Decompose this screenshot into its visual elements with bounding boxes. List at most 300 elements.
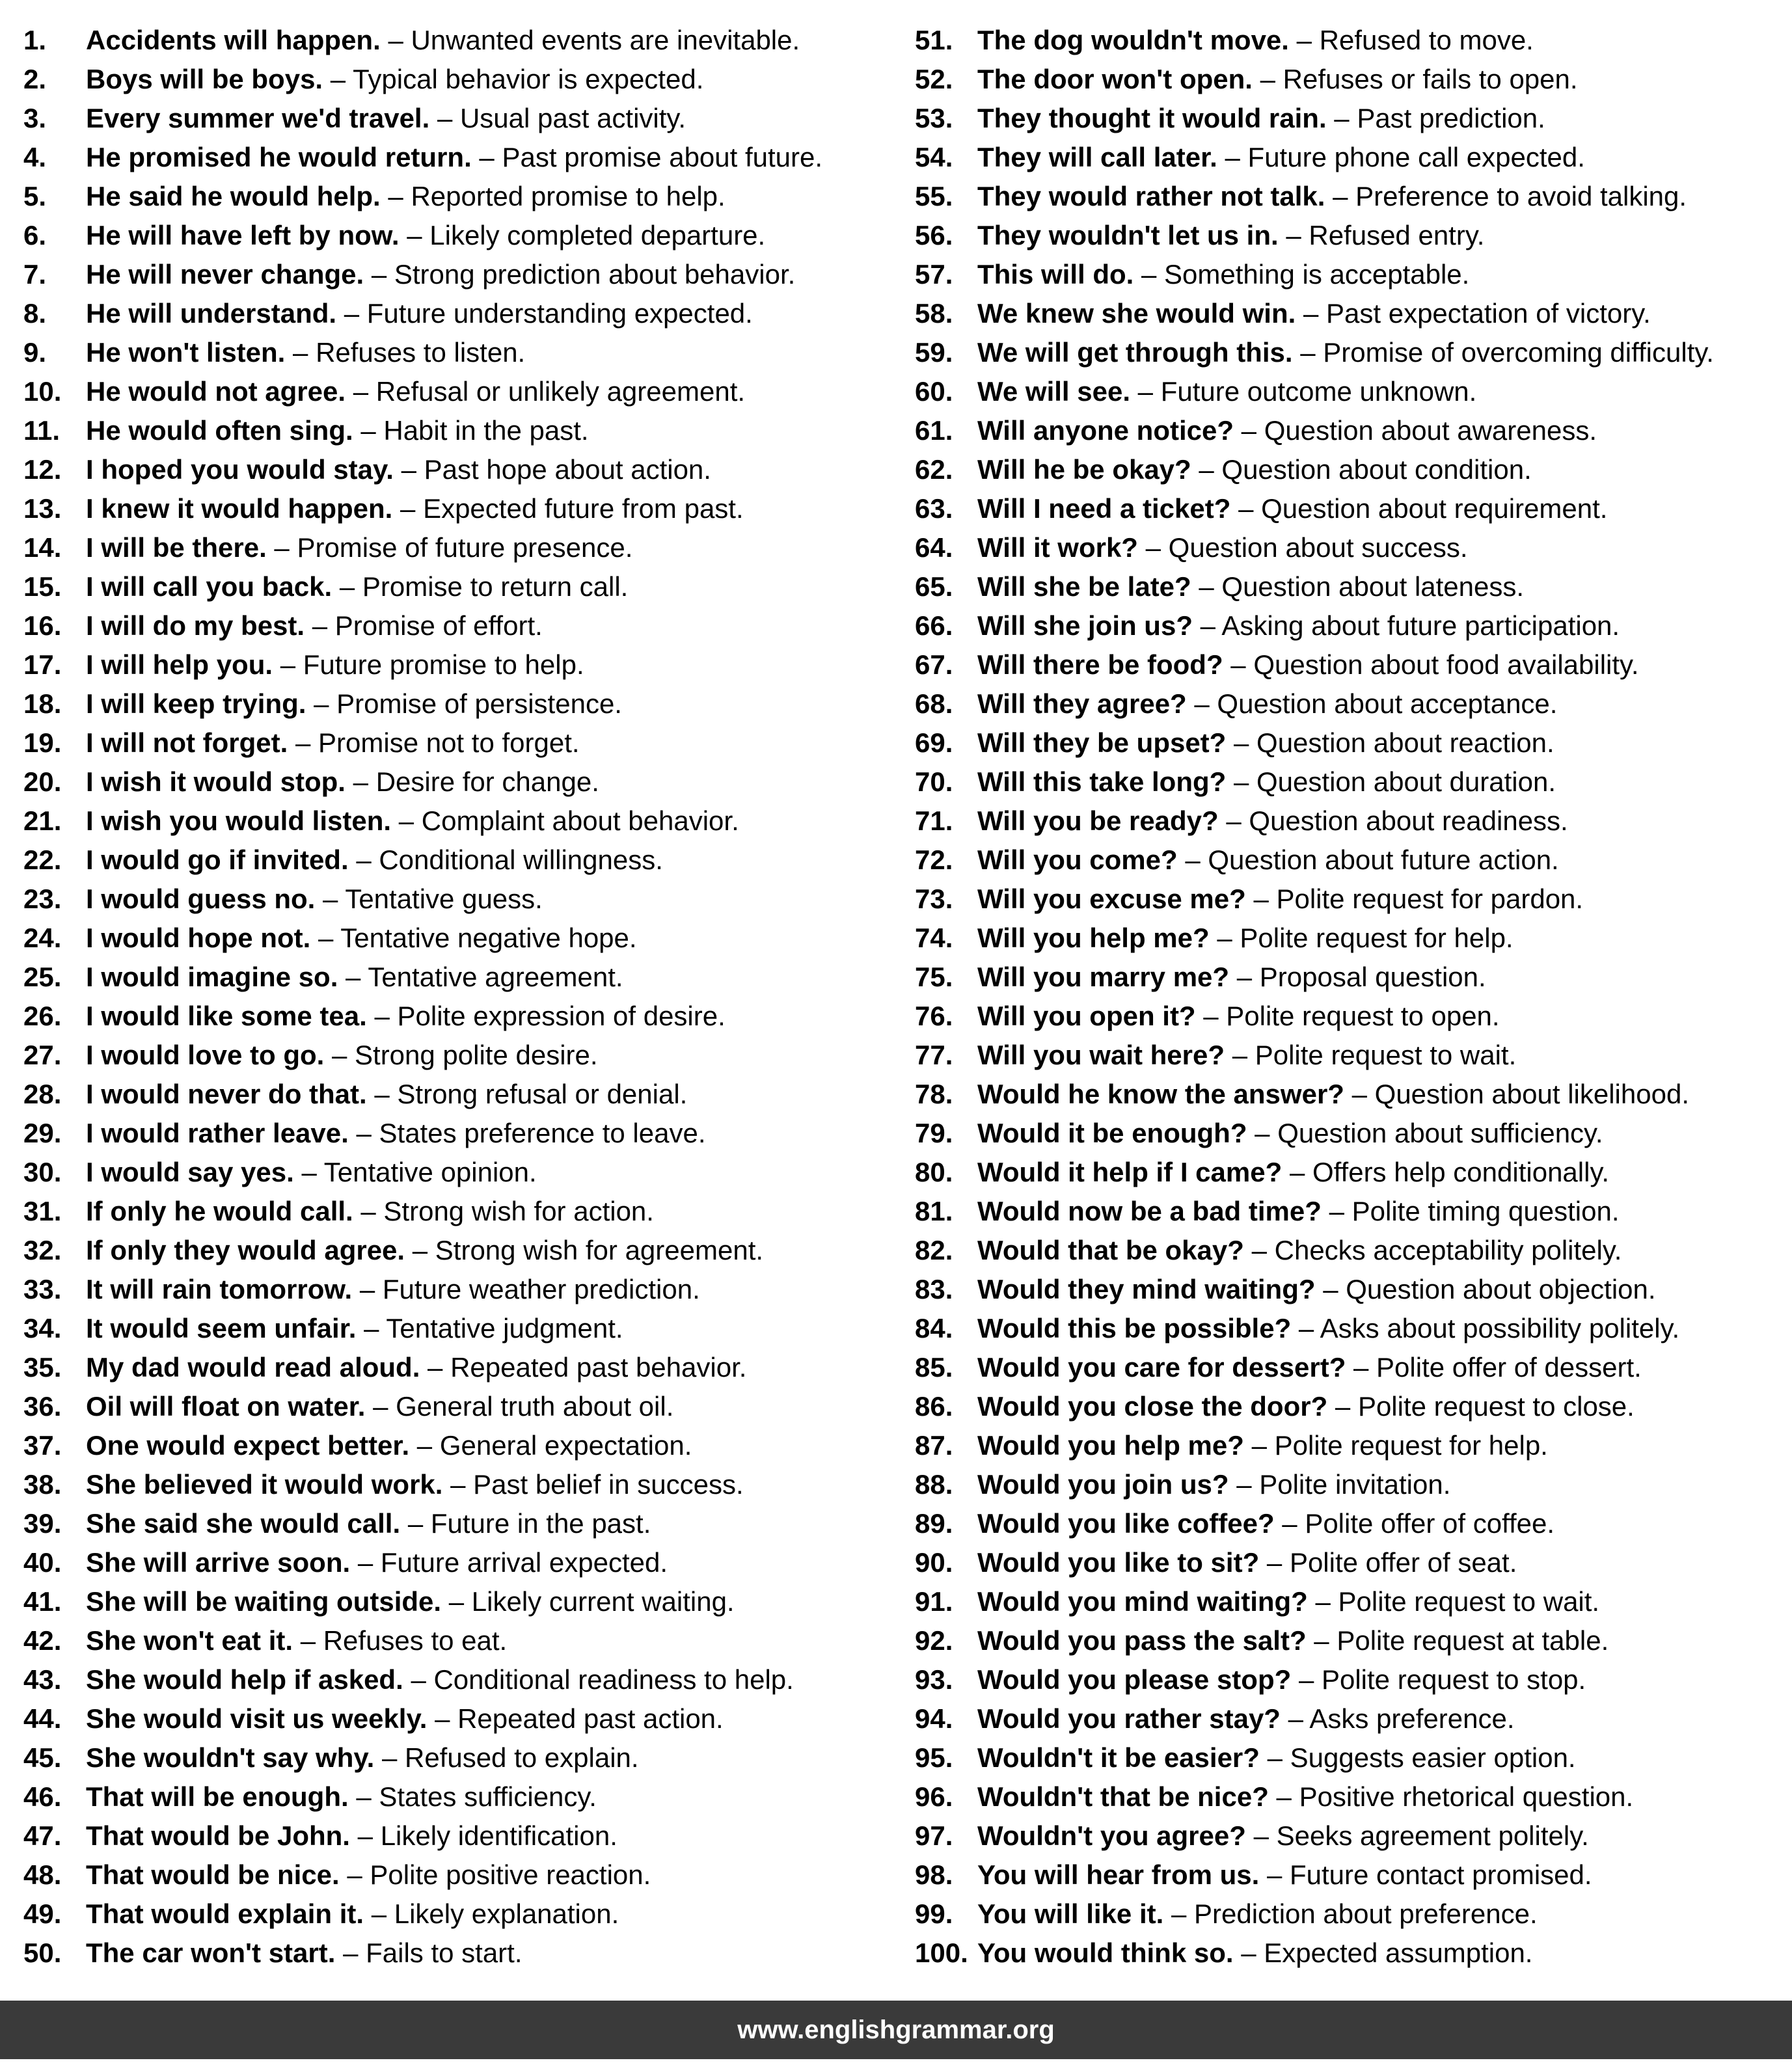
list-item — [23, 802, 889, 841]
item-meaning: Checks acceptability politely. — [1274, 1235, 1622, 1265]
item-meaning: Question about reaction. — [1256, 727, 1554, 758]
item-phrase: It will rain tomorrow. — [86, 1274, 353, 1304]
item-meaning: Proposal question. — [1259, 962, 1486, 992]
item-separator: – — [437, 103, 453, 133]
item-phrase: I will keep trying. — [86, 688, 306, 719]
item-separator: – — [401, 454, 416, 485]
item-number: 75. — [915, 962, 953, 992]
item-number: 20. — [23, 766, 62, 797]
item-meaning: Future arrival expected. — [380, 1547, 668, 1578]
list-item — [915, 411, 1787, 450]
item-number: 96. — [915, 1781, 953, 1812]
item-separator: – — [416, 1430, 433, 1461]
list-item — [915, 1270, 1787, 1309]
item-meaning: Habit in the past. — [383, 415, 589, 446]
item-meaning: Polite request at table. — [1337, 1625, 1609, 1656]
item-number: 83. — [915, 1274, 953, 1304]
item-separator: – — [407, 1508, 424, 1539]
item-phrase: Will you help me? — [977, 923, 1210, 953]
item-separator: – — [1253, 884, 1269, 914]
item-separator: – — [1236, 1469, 1252, 1500]
list-item — [23, 60, 889, 99]
list-item — [23, 1895, 889, 1934]
item-phrase: The car won't start. — [86, 1937, 336, 1968]
item-meaning: Question about future action. — [1208, 844, 1559, 875]
list-item — [915, 880, 1787, 919]
list-item — [23, 723, 889, 763]
item-meaning: Polite offer of dessert. — [1376, 1352, 1642, 1383]
list-item — [23, 372, 889, 411]
list-item — [23, 489, 889, 528]
item-phrase: He would not agree. — [86, 376, 346, 407]
list-item — [915, 255, 1787, 294]
item-phrase: Will you wait here? — [977, 1040, 1225, 1070]
item-separator: – — [1233, 766, 1249, 797]
item-meaning: Future promise to help. — [303, 649, 584, 680]
item-phrase: Will she be late? — [977, 571, 1191, 602]
item-separator: – — [312, 610, 328, 641]
item-separator: – — [374, 1001, 390, 1031]
list-item — [915, 1465, 1787, 1504]
item-meaning: Polite offer of coffee. — [1305, 1508, 1555, 1539]
item-number: 2. — [23, 64, 47, 94]
list-item — [23, 1270, 889, 1309]
item-number: 98. — [915, 1859, 953, 1890]
item-number: 89. — [915, 1508, 953, 1539]
item-meaning: Desire for change. — [375, 766, 599, 797]
list-item — [23, 1621, 889, 1660]
item-number: 16. — [23, 610, 62, 641]
item-phrase: She will arrive soon. — [86, 1547, 351, 1578]
item-phrase: Would now be a bad time? — [977, 1196, 1322, 1226]
item-separator: – — [331, 1040, 347, 1070]
item-number: 49. — [23, 1898, 62, 1929]
item-number: 94. — [915, 1703, 953, 1734]
list-item — [23, 1075, 889, 1114]
item-number: 13. — [23, 493, 62, 524]
list-item — [915, 958, 1787, 997]
item-phrase: If only they would agree. — [86, 1235, 405, 1265]
item-meaning: Question about food availability. — [1253, 649, 1639, 680]
list-item — [915, 1231, 1787, 1270]
list-item — [915, 1192, 1787, 1231]
item-phrase: Would that be okay? — [977, 1235, 1244, 1265]
item-phrase: One would expect better. — [86, 1430, 410, 1461]
item-number: 7. — [23, 259, 47, 290]
item-meaning: Polite positive reaction. — [370, 1859, 651, 1890]
item-phrase: Would you join us? — [977, 1469, 1229, 1500]
list-item — [23, 1699, 889, 1738]
list-item — [915, 1036, 1787, 1075]
item-number: 48. — [23, 1859, 62, 1890]
item-phrase: Will she join us? — [977, 610, 1193, 641]
item-separator: – — [1230, 649, 1246, 680]
item-separator: – — [1351, 1079, 1367, 1109]
item-separator: – — [318, 923, 334, 953]
item-separator: – — [1200, 610, 1216, 641]
item-separator: – — [360, 1196, 376, 1226]
left-column — [23, 21, 889, 1973]
item-phrase: He will have left by now. — [86, 220, 400, 250]
list-item — [23, 1934, 889, 1973]
item-phrase: She would help if asked. — [86, 1664, 403, 1695]
item-separator: – — [1288, 1703, 1303, 1734]
item-separator: – — [1171, 1898, 1187, 1929]
list-item — [23, 1465, 889, 1504]
item-separator: – — [359, 1274, 375, 1304]
item-separator: – — [357, 1547, 373, 1578]
item-phrase: I will help you. — [86, 649, 273, 680]
item-number: 60. — [915, 376, 953, 407]
item-number: 80. — [915, 1157, 953, 1187]
item-separator: – — [1241, 1937, 1256, 1968]
item-separator: – — [1253, 1820, 1269, 1851]
item-number: 5. — [23, 181, 47, 211]
item-number: 42. — [23, 1625, 62, 1656]
item-number: 28. — [23, 1079, 62, 1109]
item-number: 50. — [23, 1937, 62, 1968]
item-phrase: They thought it would rain. — [977, 103, 1327, 133]
item-meaning: Fails to start. — [366, 1937, 523, 1968]
item-meaning: Past hope about action. — [424, 454, 711, 485]
list-item — [915, 21, 1787, 60]
item-meaning: Preference to avoid talking. — [1355, 181, 1687, 211]
list-item — [915, 489, 1787, 528]
item-meaning: Polite request to open. — [1226, 1001, 1500, 1031]
item-meaning: Unwanted events are inevitable. — [411, 25, 800, 55]
item-number: 23. — [23, 884, 62, 914]
item-number: 24. — [23, 923, 62, 953]
item-meaning: Asks preference. — [1309, 1703, 1515, 1734]
item-number: 6. — [23, 220, 47, 250]
item-phrase: I would rather leave. — [86, 1118, 349, 1148]
item-phrase: Accidents will happen. — [86, 25, 381, 55]
item-number: 88. — [915, 1469, 953, 1500]
item-phrase: Oil will float on water. — [86, 1391, 366, 1422]
list-item — [915, 138, 1787, 177]
item-number: 69. — [915, 727, 953, 758]
item-meaning: Usual past activity. — [459, 103, 686, 133]
list-item — [23, 1036, 889, 1075]
item-phrase: I hoped you would stay. — [86, 454, 394, 485]
item-meaning: Prediction about preference. — [1193, 1898, 1538, 1929]
item-separator: – — [356, 844, 372, 875]
item-separator: – — [1241, 415, 1257, 446]
list-item — [23, 606, 889, 645]
item-phrase: She believed it would work. — [86, 1469, 443, 1500]
item-number: 18. — [23, 688, 62, 719]
item-meaning: Expected assumption. — [1264, 1937, 1533, 1968]
item-phrase: Wouldn't it be easier? — [977, 1742, 1260, 1773]
item-separator: – — [1203, 1001, 1219, 1031]
item-meaning: Likely current waiting. — [471, 1586, 735, 1617]
item-meaning: Typical behavior is expected. — [353, 64, 704, 94]
item-meaning: Question about success. — [1168, 532, 1468, 563]
item-number: 87. — [915, 1430, 953, 1461]
item-phrase: That will be enough. — [86, 1781, 349, 1812]
item-phrase: The dog wouldn't move. — [977, 25, 1289, 55]
item-separator: – — [428, 1352, 443, 1383]
item-meaning: Polite request to stop. — [1321, 1664, 1586, 1695]
item-separator: – — [293, 337, 308, 368]
item-phrase: That would be John. — [86, 1820, 350, 1851]
item-separator: – — [1267, 1742, 1283, 1773]
list-item — [915, 1738, 1787, 1777]
item-meaning: Question about objection. — [1346, 1274, 1656, 1304]
list-item — [915, 450, 1787, 489]
item-phrase: Would this be possible? — [977, 1313, 1292, 1343]
item-phrase: Would you rather stay? — [977, 1703, 1281, 1734]
item-number: 55. — [915, 181, 953, 211]
list-item — [915, 1387, 1787, 1426]
item-meaning: Future outcome unknown. — [1160, 376, 1477, 407]
list-item — [23, 99, 889, 138]
item-separator: – — [388, 25, 403, 55]
item-meaning: Polite expression of desire. — [397, 1001, 726, 1031]
list-item — [915, 1309, 1787, 1348]
item-number: 67. — [915, 649, 953, 680]
item-meaning: Tentative negative hope. — [340, 923, 637, 953]
item-number: 59. — [915, 337, 953, 368]
item-meaning: Tentative guess. — [345, 884, 543, 914]
item-separator: – — [450, 1469, 466, 1500]
item-separator: – — [1329, 1196, 1344, 1226]
item-number: 47. — [23, 1820, 62, 1851]
item-phrase: He will understand. — [86, 298, 337, 329]
item-phrase: I would hope not. — [86, 923, 311, 953]
item-meaning: Reported promise to help. — [411, 181, 726, 211]
item-phrase: Would they mind waiting? — [977, 1274, 1316, 1304]
item-meaning: Question about awareness. — [1264, 415, 1597, 446]
list-item — [23, 1348, 889, 1387]
item-separator: – — [448, 1586, 465, 1617]
item-number: 53. — [915, 103, 953, 133]
item-number: 31. — [23, 1196, 62, 1226]
item-phrase: That would explain it. — [86, 1898, 364, 1929]
item-phrase: The door won't open. — [977, 64, 1253, 94]
list-item — [23, 919, 889, 958]
item-phrase: Every summer we'd travel. — [86, 103, 430, 133]
item-separator: – — [295, 727, 311, 758]
item-separator: – — [280, 649, 296, 680]
item-meaning: Past promise about future. — [502, 142, 823, 172]
list-item — [23, 1387, 889, 1426]
item-meaning: Refused entry. — [1309, 220, 1485, 250]
item-separator: – — [1141, 259, 1157, 290]
list-item — [915, 1582, 1787, 1621]
item-phrase: We will get through this. — [977, 337, 1293, 368]
item-number: 15. — [23, 571, 62, 602]
item-phrase: If only he would call. — [86, 1196, 353, 1226]
item-meaning: Likely explanation. — [394, 1898, 619, 1929]
item-phrase: Will anyone notice? — [977, 415, 1234, 446]
item-phrase: I wish you would listen. — [86, 805, 392, 836]
item-meaning: Complaint about behavior. — [421, 805, 739, 836]
list-item — [23, 1856, 889, 1895]
item-meaning: Something is acceptable. — [1164, 259, 1470, 290]
item-phrase: He said he would help. — [86, 181, 381, 211]
item-number: 9. — [23, 337, 47, 368]
item-separator: – — [1282, 1508, 1297, 1539]
item-number: 22. — [23, 844, 62, 875]
item-meaning: Polite invitation. — [1259, 1469, 1451, 1500]
item-meaning: Future phone call expected. — [1247, 142, 1585, 172]
item-number: 29. — [23, 1118, 62, 1148]
list-item — [915, 919, 1787, 958]
item-phrase: He won't listen. — [86, 337, 286, 368]
item-separator: – — [1298, 1664, 1314, 1695]
item-phrase: I knew it would happen. — [86, 493, 393, 524]
list-item — [915, 1504, 1787, 1543]
item-meaning: Refuses to listen. — [316, 337, 526, 368]
item-number: 37. — [23, 1430, 62, 1461]
item-phrase: Will you open it? — [977, 1001, 1196, 1031]
item-number: 73. — [915, 884, 953, 914]
item-phrase: That would be nice. — [86, 1859, 340, 1890]
list-item — [23, 1309, 889, 1348]
item-phrase: Boys will be boys. — [86, 64, 323, 94]
item-phrase: She would visit us weekly. — [86, 1703, 428, 1734]
item-number: 92. — [915, 1625, 953, 1656]
phrase-list — [0, 21, 1792, 1979]
item-number: 66. — [915, 610, 953, 641]
item-meaning: Promise to return call. — [362, 571, 629, 602]
item-meaning: States preference to leave. — [379, 1118, 706, 1148]
item-phrase: I will not forget. — [86, 727, 288, 758]
list-item — [23, 528, 889, 567]
item-number: 34. — [23, 1313, 62, 1343]
item-separator: – — [1199, 454, 1214, 485]
item-separator: – — [1353, 1352, 1369, 1383]
item-number: 99. — [915, 1898, 953, 1929]
item-number: 43. — [23, 1664, 62, 1695]
item-separator: – — [1217, 923, 1232, 953]
item-number: 1. — [23, 25, 47, 55]
item-separator: – — [1255, 1118, 1270, 1148]
list-item — [23, 1777, 889, 1816]
item-separator: – — [346, 962, 361, 992]
list-item — [23, 1543, 889, 1582]
item-number: 82. — [915, 1235, 953, 1265]
item-meaning: Question about condition. — [1221, 454, 1532, 485]
list-item — [23, 958, 889, 997]
item-phrase: Would it help if I came? — [977, 1157, 1283, 1187]
list-item — [23, 138, 889, 177]
item-meaning: Asks about possibility politely. — [1320, 1313, 1680, 1343]
item-separator: – — [1303, 298, 1319, 329]
item-separator: – — [1260, 64, 1275, 94]
item-number: 74. — [915, 923, 953, 953]
item-number: 33. — [23, 1274, 62, 1304]
item-separator: – — [1185, 844, 1201, 875]
item-separator: – — [1238, 493, 1254, 524]
item-phrase: They wouldn't let us in. — [977, 220, 1279, 250]
list-item — [915, 645, 1787, 684]
list-item — [915, 1114, 1787, 1153]
item-separator: – — [353, 376, 369, 407]
item-phrase: Will you be ready? — [977, 805, 1219, 836]
item-number: 26. — [23, 1001, 62, 1031]
item-separator: – — [1145, 532, 1161, 563]
item-meaning: Future understanding expected. — [366, 298, 753, 329]
item-number: 81. — [915, 1196, 953, 1226]
item-number: 52. — [915, 64, 953, 94]
item-meaning: Past prediction. — [1357, 103, 1545, 133]
list-item — [915, 99, 1787, 138]
item-number: 8. — [23, 298, 47, 329]
list-item — [23, 880, 889, 919]
item-separator: – — [1232, 1040, 1248, 1070]
item-number: 51. — [915, 25, 953, 55]
item-phrase: You will like it. — [977, 1898, 1164, 1929]
item-phrase: Wouldn't you agree? — [977, 1820, 1246, 1851]
item-meaning: Polite request for pardon. — [1276, 884, 1584, 914]
item-meaning: States sufficiency. — [379, 1781, 597, 1812]
list-item — [23, 684, 889, 723]
item-meaning: Polite timing question. — [1351, 1196, 1620, 1226]
item-separator: – — [344, 298, 360, 329]
list-item — [23, 763, 889, 802]
list-item — [915, 216, 1787, 255]
item-phrase: We knew she would win. — [977, 298, 1296, 329]
item-separator: – — [1199, 571, 1214, 602]
list-item — [915, 1075, 1787, 1114]
item-separator: – — [479, 142, 495, 172]
list-item — [23, 997, 889, 1036]
item-meaning: Strong refusal or denial. — [397, 1079, 688, 1109]
item-number: 39. — [23, 1508, 62, 1539]
list-item — [23, 567, 889, 606]
item-meaning: Question about sufficiency. — [1277, 1118, 1603, 1148]
item-number: 85. — [915, 1352, 953, 1383]
list-item — [915, 1856, 1787, 1895]
list-item — [915, 763, 1787, 802]
item-separator: – — [411, 1664, 426, 1695]
list-item — [23, 1738, 889, 1777]
item-phrase: He would often sing. — [86, 415, 353, 446]
item-number: 4. — [23, 142, 47, 172]
item-phrase: Will you come? — [977, 844, 1178, 875]
item-number: 57. — [915, 259, 953, 290]
list-item — [23, 411, 889, 450]
item-meaning: Past expectation of victory. — [1326, 298, 1651, 329]
item-separator: – — [1266, 1859, 1283, 1890]
list-item — [915, 528, 1787, 567]
item-number: 70. — [915, 766, 953, 797]
item-phrase: Would you care for dessert? — [977, 1352, 1346, 1383]
website-url: www.englishgrammar.org — [737, 2016, 1055, 2044]
list-item — [915, 606, 1787, 645]
item-phrase: Would you like to sit? — [977, 1547, 1260, 1578]
item-phrase: Will it work? — [977, 532, 1138, 563]
list-item — [915, 723, 1787, 763]
item-number: 32. — [23, 1235, 62, 1265]
item-number: 38. — [23, 1469, 62, 1500]
item-meaning: Question about likelihood. — [1374, 1079, 1689, 1109]
list-item — [23, 645, 889, 684]
item-phrase: Will he be okay? — [977, 454, 1191, 485]
item-number: 95. — [915, 1742, 953, 1773]
list-item — [23, 333, 889, 372]
item-phrase: It would seem unfair. — [86, 1313, 357, 1343]
list-item — [915, 333, 1787, 372]
item-separator: – — [364, 1313, 379, 1343]
item-number: 36. — [23, 1391, 62, 1422]
item-meaning: General truth about oil. — [396, 1391, 674, 1422]
item-phrase: Will there be food? — [977, 649, 1223, 680]
item-meaning: Polite request for help. — [1274, 1430, 1548, 1461]
item-separator: – — [1266, 1547, 1283, 1578]
